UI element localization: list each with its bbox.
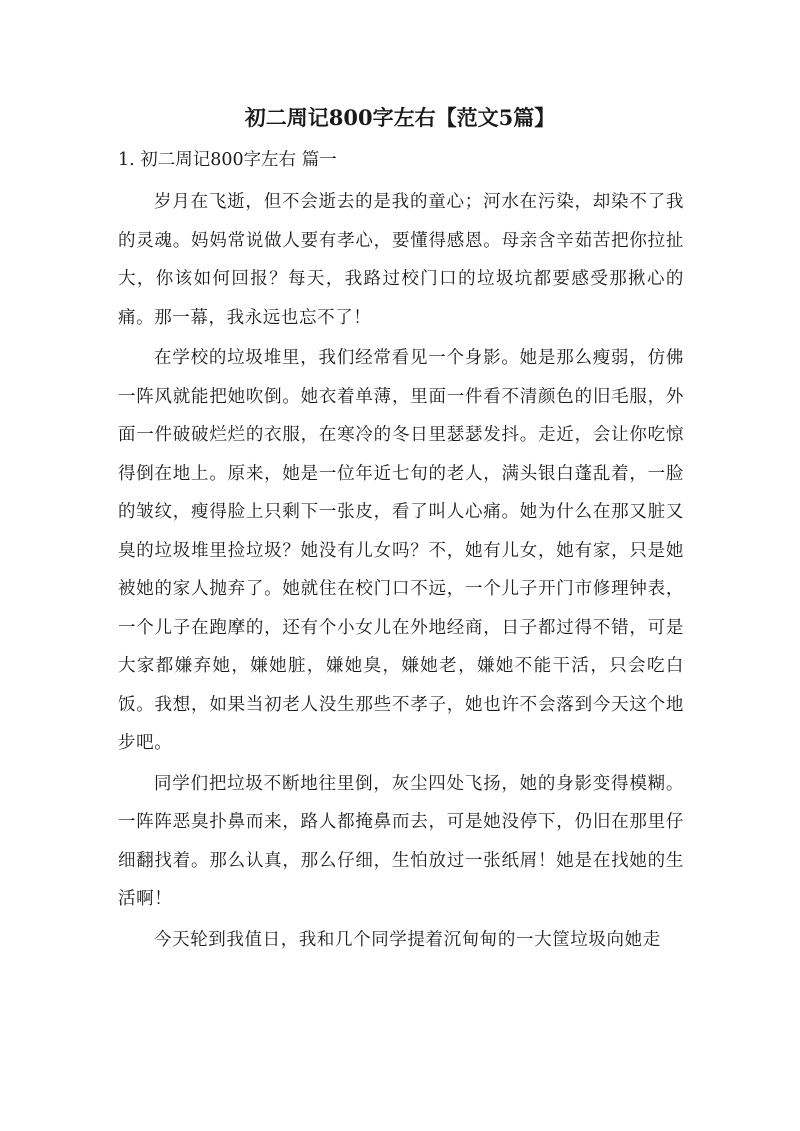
- document-title: 初二周记800字左右【范文5篇】: [244, 105, 556, 130]
- paragraph-4: 今天轮到我值日，我和几个同学提着沉甸甸的一大筐垃圾向她走: [154, 929, 661, 950]
- section-heading: 1. 初二周记800字左右 篇一: [118, 150, 337, 170]
- paragraph-2: 在学校的垃圾堆里，我们经常看见一个身影。她是那么瘦弱，仿佛一阵风就能把她吹倒。她衣着单薄，里面一件看不清颜色的旧毛服，外面一件破破烂烂的衣服，在寒冷的冬日里瑟瑟发抖。走近，会让你吃惊得倒在地上。原来，她是一位年近七旬的老人，满头银白蓬乱着，一脸的皱纹，瘦得脸上只剩下一张皮，看了叫人心痛。她为什么在那又脏又臭的垃圾堆里捡垃圾？她没有儿女吗？不，她有儿女，她有家，只是她被她的家人抛弃了。她就住在校门口不远，一个儿子开门市修理钟表，一个儿子在跑摩的，还有个小女儿在外地经商，日子都过得不错，可是大家都嫌弃她，嫌她脏，嫌她臭，嫌她老，嫌她不能干活，只会吃白饭。我想，如果当初老人没生那些不孝子，她也许不会落到今天这个地步吧。: [118, 348, 684, 753]
- paragraph-1: 岁月在飞逝，但不会逝去的是我的童心；河水在污染，却染不了我的灵魂。妈妈常说做人要有孝心，要懂得感恩。母亲含辛茹苦把你拉扯大，你该如何回报？每天，我路过校门口的垃圾坑都要感受那揪心的痛。那一幕，我永远也忘不了！: [118, 192, 684, 328]
- paragraph-3: 同学们把垃圾不断地往里倒，灰尘四处飞扬，她的身影变得模糊。一阵阵恶臭扑鼻而来，路人都掩鼻而去，可是她没停下，仍旧在那里仔细翻找着。那么认真，那么仔细，生怕放过一张纸屑！她是在找她的生活啊！: [118, 773, 684, 909]
- article-body: [118, 183, 684, 961]
